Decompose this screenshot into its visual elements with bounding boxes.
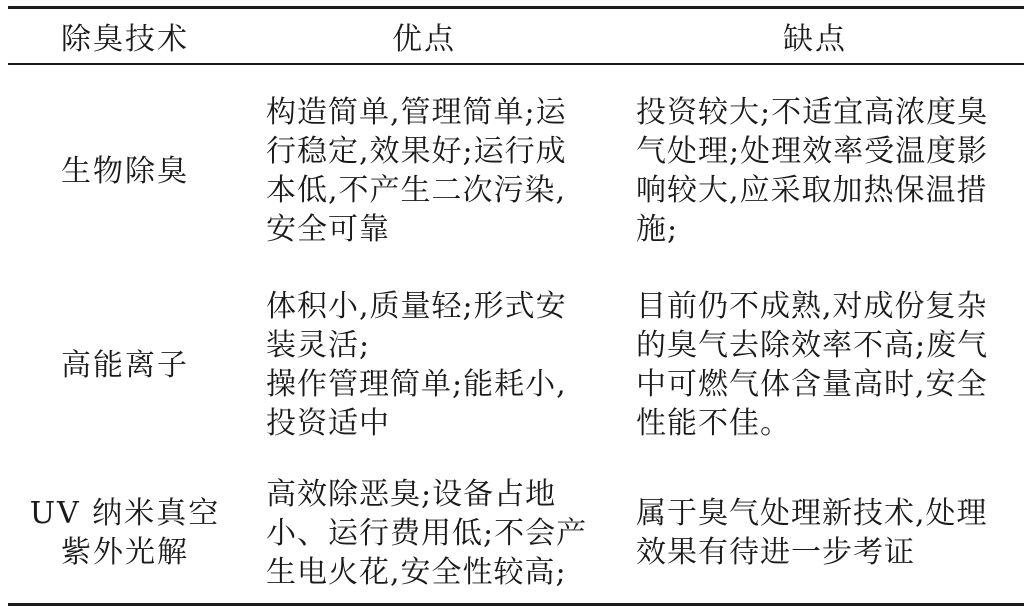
technology-name-cell — [8, 267, 242, 463]
header-disadvantages: 缺点 — [606, 8, 1024, 65]
advantages-line: 本低,不产生二次污染, — [266, 173, 567, 208]
disadvantages-line: 效果有待进一步考证 — [636, 535, 915, 570]
technology-name-cell — [8, 463, 242, 605]
disadvantages-cell — [606, 463, 1024, 605]
table-row — [8, 267, 1024, 463]
disadvantages-cell — [606, 267, 1024, 463]
advantages-line: 构造简单,管理简单;运 — [266, 95, 567, 130]
disadvantages-line: 属于臭气处理新技术,处理 — [636, 496, 988, 531]
advantages-cell — [242, 267, 606, 463]
advantages-line: 安全可靠 — [266, 212, 390, 247]
disadvantages-line: 中可燃气体含量高时,安全 — [636, 367, 988, 402]
comparison-table-container — [8, 6, 1024, 606]
advantages-line: 生电火花,安全性较高; — [266, 554, 567, 590]
deodorization-comparison-table — [8, 6, 1024, 606]
header-technology: 除臭技术 — [8, 8, 242, 65]
disadvantages-line: 目前仍不成熟,对成份复杂 — [636, 289, 988, 324]
advantages-line: 投资适中 — [266, 406, 390, 441]
disadvantages-line: 气处理;处理效率受温度影 — [636, 134, 989, 169]
header-advantages: 优点 — [242, 8, 606, 65]
technology-name: 高能离子 — [61, 347, 189, 383]
advantages-line: 体积小,质量轻;形式安 — [266, 289, 567, 324]
technology-name: 生物除臭 — [61, 153, 189, 189]
advantages-line: 高效除恶臭;设备占地 — [266, 476, 557, 512]
advantages-line: 行稳定,效果好;运行成 — [266, 134, 567, 169]
disadvantages-line: 的臭气去除效率不高;废气 — [636, 328, 989, 363]
advantages-cell — [242, 64, 606, 267]
technology-name: UV 纳米真空 — [29, 496, 221, 531]
advantages-line: 装灵活; — [266, 328, 371, 363]
table-header-row — [8, 8, 1024, 65]
disadvantages-line: 性能不佳。 — [636, 406, 791, 441]
technology-name: 紫外光解 — [61, 535, 189, 570]
technology-name-cell — [8, 64, 242, 267]
advantages-line: 操作管理简单;能耗小, — [266, 367, 567, 402]
disadvantages-line: 投资较大;不适宜高浓度臭 — [636, 95, 989, 130]
advantages-cell — [242, 463, 606, 605]
disadvantages-cell — [606, 64, 1024, 267]
table-row — [8, 463, 1024, 605]
table-row — [8, 64, 1024, 267]
disadvantages-line: 响较大,应采取加热保温措 — [636, 173, 988, 208]
disadvantages-line: 施; — [636, 212, 679, 247]
advantages-line: 小、运行费用低;不会产 — [266, 515, 588, 551]
